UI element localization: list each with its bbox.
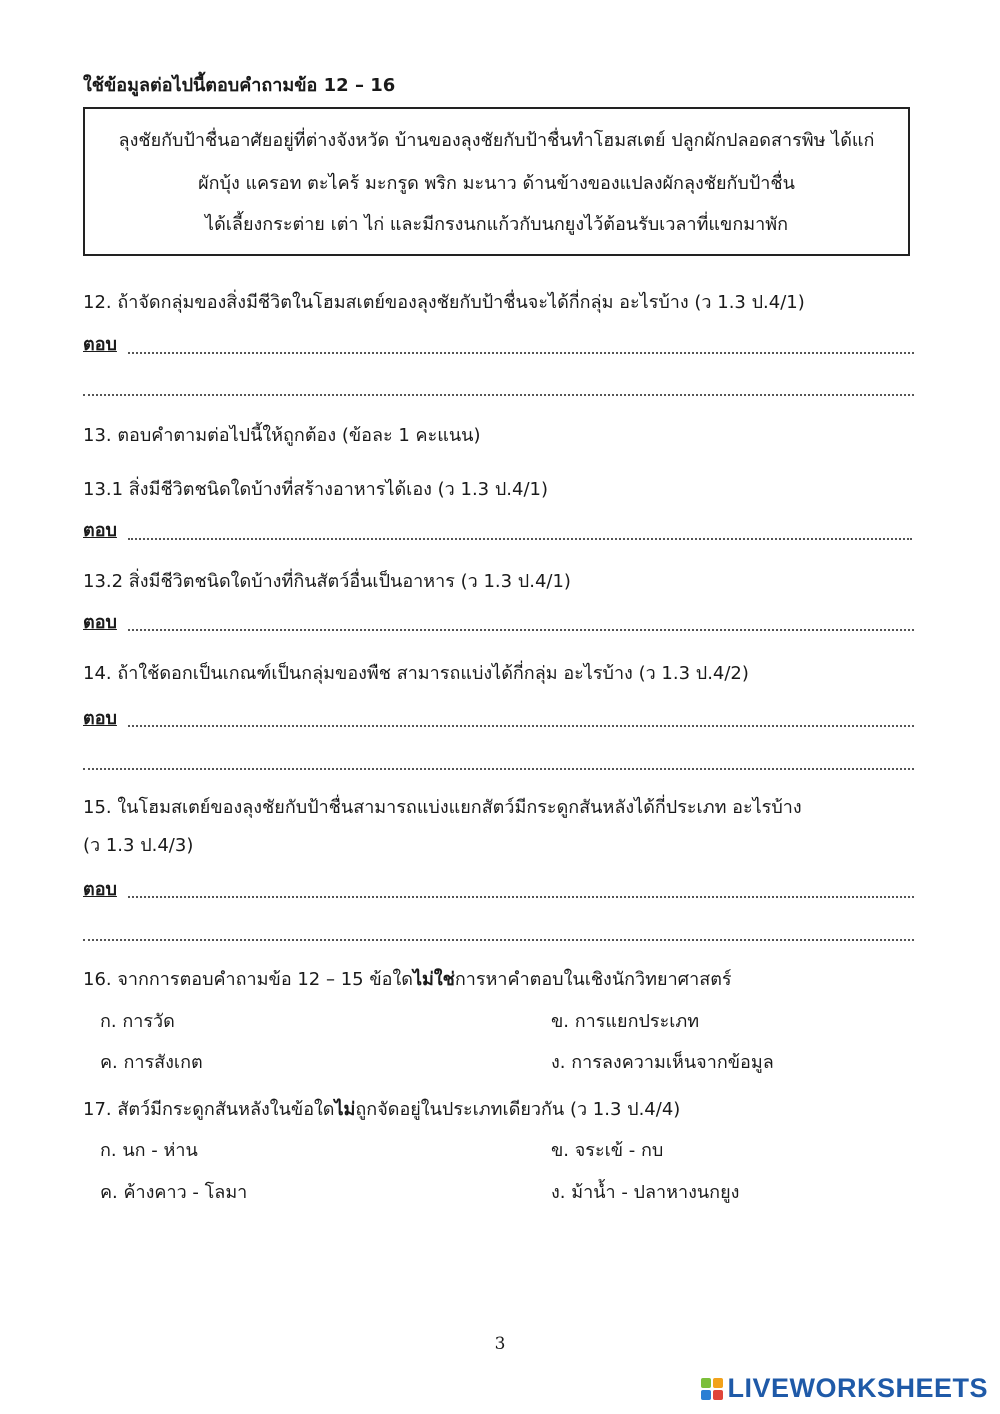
liveworksheets-logo[interactable] xyxy=(701,1373,988,1404)
q17-choice-c[interactable]: ค. ค้างคาว - โลมา xyxy=(100,1182,248,1203)
answer-line-15a[interactable] xyxy=(128,896,914,898)
question-17 xyxy=(83,1097,680,1123)
question-14: 14. ถ้าใช้ดอกเป็นเกณฑ์เป็นกลุ่มของพืช สามารถแบ่งได้กี่กลุ่ม อะไรบ้าง (ว 1.3 ป.4/2) xyxy=(83,663,749,684)
answer-label-12: ตอบ xyxy=(83,334,117,355)
section-heading: ใช้ข้อมูลต่อไปนี้ตอบคำถามข้อ 12 – 16 xyxy=(83,75,396,96)
question-17-prefix: 17. สัตว์มีกระดูกสันหลังในข้อใด xyxy=(83,1099,335,1120)
liveworksheets-logo-text: LIVEWORKSHEETS xyxy=(727,1373,988,1403)
info-line-2: ผักบุ้ง แครอท ตะไคร้ มะกรูด พริก มะนาว ด้านข้างของแปลงผักลุงชัยกับป้าชื่น xyxy=(198,173,795,194)
answer-line-14a[interactable] xyxy=(128,725,914,727)
answer-label-15: ตอบ xyxy=(83,879,117,900)
q17-choice-d[interactable]: ง. ม้าน้ำ - ปลาหางนกยูง xyxy=(551,1182,740,1203)
answer-label-13-2: ตอบ xyxy=(83,612,117,633)
answer-line-13-2[interactable] xyxy=(128,629,914,631)
question-12: 12. ถ้าจัดกลุ่มของสิ่งมีชีวิตในโฮมสเตย์ของลุงชัยกับป้าชื่นจะได้กี่กลุ่ม อะไรบ้าง (ว 1.3 ป.4/1) xyxy=(83,292,805,313)
answer-label-14: ตอบ xyxy=(83,708,117,729)
info-line-3: ได้เลี้ยงกระต่าย เต่า ไก่ และมีกรงนกแก้วกับนกยูงไว้ต้อนรับเวลาที่แขกมาพัก xyxy=(205,214,788,235)
question-17-emphasis: ไม่ xyxy=(334,1099,356,1120)
question-16-prefix: 16. จากการตอบคำถามข้อ 12 – 15 ข้อใด xyxy=(83,969,413,990)
answer-line-13-1[interactable] xyxy=(128,538,912,540)
answer-line-14b[interactable] xyxy=(83,768,914,770)
liveworksheets-logo-icon xyxy=(701,1378,723,1400)
question-13: 13. ตอบคำตามต่อไปนี้ให้ถูกต้อง (ข้อละ 1 คะแนน) xyxy=(83,425,481,446)
question-15-line-2: (ว 1.3 ป.4/3) xyxy=(83,835,194,856)
question-13-1: 13.1 สิ่งมีชีวิตชนิดใดบ้างที่สร้างอาหารได้เอง (ว 1.3 ป.4/1) xyxy=(83,479,548,500)
question-17-suffix: ถูกจัดอยู่ในประเภทเดียวกัน (ว 1.3 ป.4/4) xyxy=(355,1099,681,1120)
q16-choice-d[interactable]: ง. การลงความเห็นจากข้อมูล xyxy=(551,1052,774,1073)
q17-choice-b[interactable]: ข. จระเข้ - กบ xyxy=(551,1140,664,1161)
answer-line-15b[interactable] xyxy=(83,939,914,941)
q16-choice-c[interactable]: ค. การสังเกต xyxy=(100,1052,203,1073)
answer-label-13-1: ตอบ xyxy=(83,520,117,541)
question-15-line-1: 15. ในโฮมสเตย์ของลุงชัยกับป้าชื่นสามารถแบ่งแยกสัตว์มีกระดูกสันหลังได้กี่ประเภท อะไรบ้าง xyxy=(83,797,802,818)
answer-line-12a[interactable] xyxy=(128,352,914,354)
question-13-2: 13.2 สิ่งมีชีวิตชนิดใดบ้างที่กินสัตว์อื่นเป็นอาหาร (ว 1.3 ป.4/1) xyxy=(83,571,571,592)
page-number: 3 xyxy=(494,1334,506,1354)
q16-choice-b[interactable]: ข. การแยกประเภท xyxy=(551,1011,700,1032)
info-line-1: ลุงชัยกับป้าชื่นอาศัยอยู่ที่ต่างจังหวัด บ้านของลุงชัยกับป้าชื่นทำโฮมสเตย์ ปลูกผักปลอดสารพิษ ได้แก่ xyxy=(118,130,875,151)
answer-line-12b[interactable] xyxy=(83,394,914,396)
question-16 xyxy=(83,967,732,993)
q17-choice-a[interactable]: ก. นก - ห่าน xyxy=(100,1140,198,1161)
question-16-suffix: การหาคำตอบในเชิงนักวิทยาศาสตร์ xyxy=(454,969,732,990)
q16-choice-a[interactable]: ก. การวัด xyxy=(100,1011,175,1032)
info-box xyxy=(83,107,910,256)
question-16-emphasis: ไม่ใช่ xyxy=(412,969,455,990)
